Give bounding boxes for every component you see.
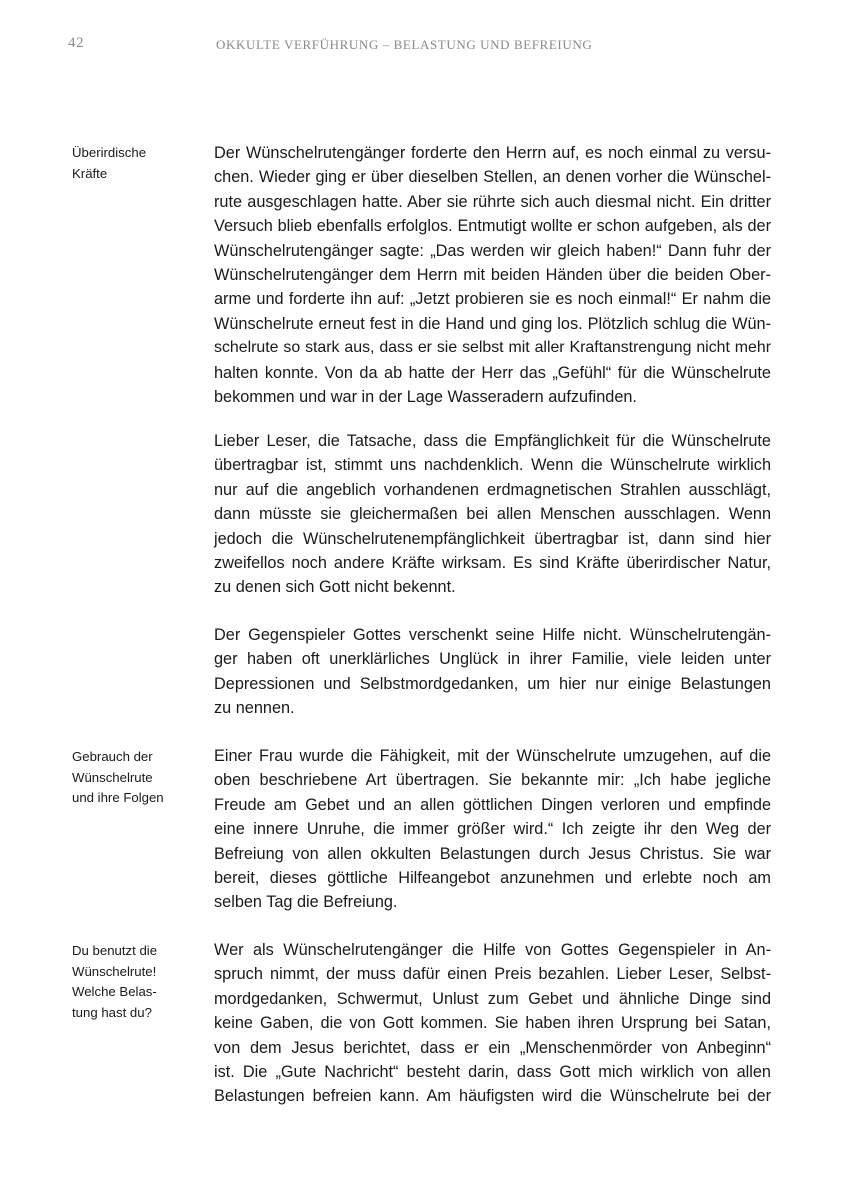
text-line: oben beschriebene Art übertragen. Sie bekannte mir: „Ich habe jegliche: [214, 771, 771, 790]
text-line: Der Wünschelrutengänger forderte den Herrn auf, es noch einmal zu versu-: [214, 144, 771, 162]
margin-note-line: Du benutzt die: [72, 943, 158, 958]
text-line: zu denen sich Gott nicht bekennt.: [214, 578, 456, 597]
text-line: ist. Die „Gute Nachricht“ besteht darin, dass Gott mich wirklich von allen: [214, 1062, 771, 1081]
text-line: ger haben oft unerklärliches Unglück in ihrer Familie, viele leiden unter: [214, 650, 771, 669]
text-line: mordgedanken, Schwermut, Unlust zum Gebet und ähnliche Dinge sind: [214, 989, 771, 1008]
text-line: Wünschelrutengänger dem Herrn mit beiden Händen über die beiden Ober-: [214, 265, 771, 284]
text-line: eine innere Unruhe, die immer größer wird.“ Ich zeigte ihr den Weg der: [214, 820, 771, 839]
page-header: [68, 35, 788, 55]
text-line: Versuch blieb ebenfalls erfolglos. Entmutigt wollte er schon aufgeben, als der: [214, 217, 771, 236]
text-line: zweifellos noch andere Kräfte wirksam. Es sind Kräfte überirdischer Natur,: [214, 553, 771, 572]
text-line: Wer als Wünschelrutengänger die Hilfe von Gottes Gegenspieler in An-: [214, 941, 771, 959]
margin-note-line: Gebrauch der: [72, 749, 153, 764]
text-line: halten konnte. Von da ab hatte der Herr das „Gefühl“ für die Wünschelrute: [214, 363, 771, 382]
margin-note-line: Welche Belas-: [72, 984, 157, 999]
text-line: bekommen und war in der Lage Wasseradern aufzufinden.: [214, 387, 637, 406]
body-paragraph-4: [214, 744, 771, 915]
text-line: Depressionen und Selbstmordgedanken, um hier nur einige Belastungen: [214, 674, 771, 693]
text-line: Einer Frau wurde die Fähigkeit, mit der Wünschelrute umzugehen, auf die: [214, 747, 771, 765]
text-line: von dem Jesus berichtet, dass er ein „Menschenmörder von Anbeginn“: [214, 1038, 771, 1057]
margin-note-line: Wünschelrute: [72, 769, 153, 785]
margin-note-line: Wünschelrute!: [72, 963, 157, 979]
text-line: spruch nimmt, der muss dafür einen Preis bezahlen. Lieber Leser, Selbst-: [214, 965, 771, 984]
margin-note-line: Überirdische: [72, 145, 147, 160]
body-paragraph-5: [214, 938, 771, 1109]
text-line: übertragbar ist, stimmt uns nachdenklich. Wenn die Wünschelrute wirklich: [214, 456, 771, 475]
text-line: Der Gegenspieler Gottes verschenkt seine Hilfe nicht. Wünschelrutengän-: [214, 626, 771, 644]
text-line: arme und forderte ihn auf: „Jetzt probieren sie es noch einmal!“ Er nahm die: [214, 290, 771, 309]
body-paragraph-3: [214, 623, 771, 721]
margin-note-line: Kräfte: [72, 165, 108, 181]
body-paragraph-1: [214, 141, 771, 409]
margin-note-ueberirdische-kraefte: [72, 143, 197, 184]
text-line: schelrute so stark aus, dass er sie selbst mit aller Kraftanstrengung nicht mehr: [214, 339, 771, 357]
text-line: dann müsste sie gleichermaßen bei allen Menschen ausschlagen. Wenn: [214, 505, 771, 524]
text-line: Lieber Leser, die Tatsache, dass die Empfänglichkeit für die Wünschelrute: [214, 432, 771, 450]
text-line: chen. Wieder ging er über dieselben Stellen, an denen vorher die Wünschel-: [214, 168, 771, 187]
text-line: Freude am Gebet und an allen göttlichen Dingen verloren und empfinde: [214, 795, 771, 814]
margin-note-line: tung hast du?: [72, 1004, 152, 1020]
margin-note-welche-belastung: [72, 941, 197, 1023]
text-line: Wünschelrute erneut fest in die Hand und ging los. Plötzlich schlug die Wün-: [214, 314, 771, 333]
text-line: Belastungen befreien kann. Am häufigsten wird die Wünschelrute bei der: [214, 1087, 771, 1106]
text-line: selben Tag die Befreiung.: [214, 893, 398, 912]
text-line: jedoch die Wünschelrutenempfänglichkeit übertragbar ist, dann sind hier: [214, 529, 771, 548]
text-line: keine Gaben, die von Gott kommen. Sie haben ihren Ursprung bei Satan,: [214, 1014, 771, 1033]
running-head: OKKULTE VERFÜHRUNG – BELASTUNG UND BEFREIUNG: [216, 37, 593, 52]
text-line: Wünschelrutengänger sagte: „Das werden wir gleich haben!“ Dann fuhr der: [214, 241, 771, 260]
text-line: bereit, dieses göttliche Hilfeangebot anzunehmen und erlebte noch am: [214, 868, 771, 887]
text-line: rute ausgeschlagen hatte. Aber sie rührte sich auch diesmal nicht. Ein dritter: [214, 192, 771, 211]
text-line: zu nennen.: [214, 699, 295, 718]
margin-note-line: und ihre Folgen: [72, 790, 164, 805]
text-line: nur auf die angeblich vorhandenen erdmagnetischen Strahlen ausschlägt,: [214, 480, 771, 499]
text-line: Befreiung von allen okkulten Belastungen durch Jesus Christus. Sie war: [214, 844, 771, 863]
body-paragraph-2: [214, 429, 771, 600]
page-number: 42: [68, 35, 84, 51]
margin-note-gebrauch-der-wuenschelrute: [72, 747, 197, 809]
